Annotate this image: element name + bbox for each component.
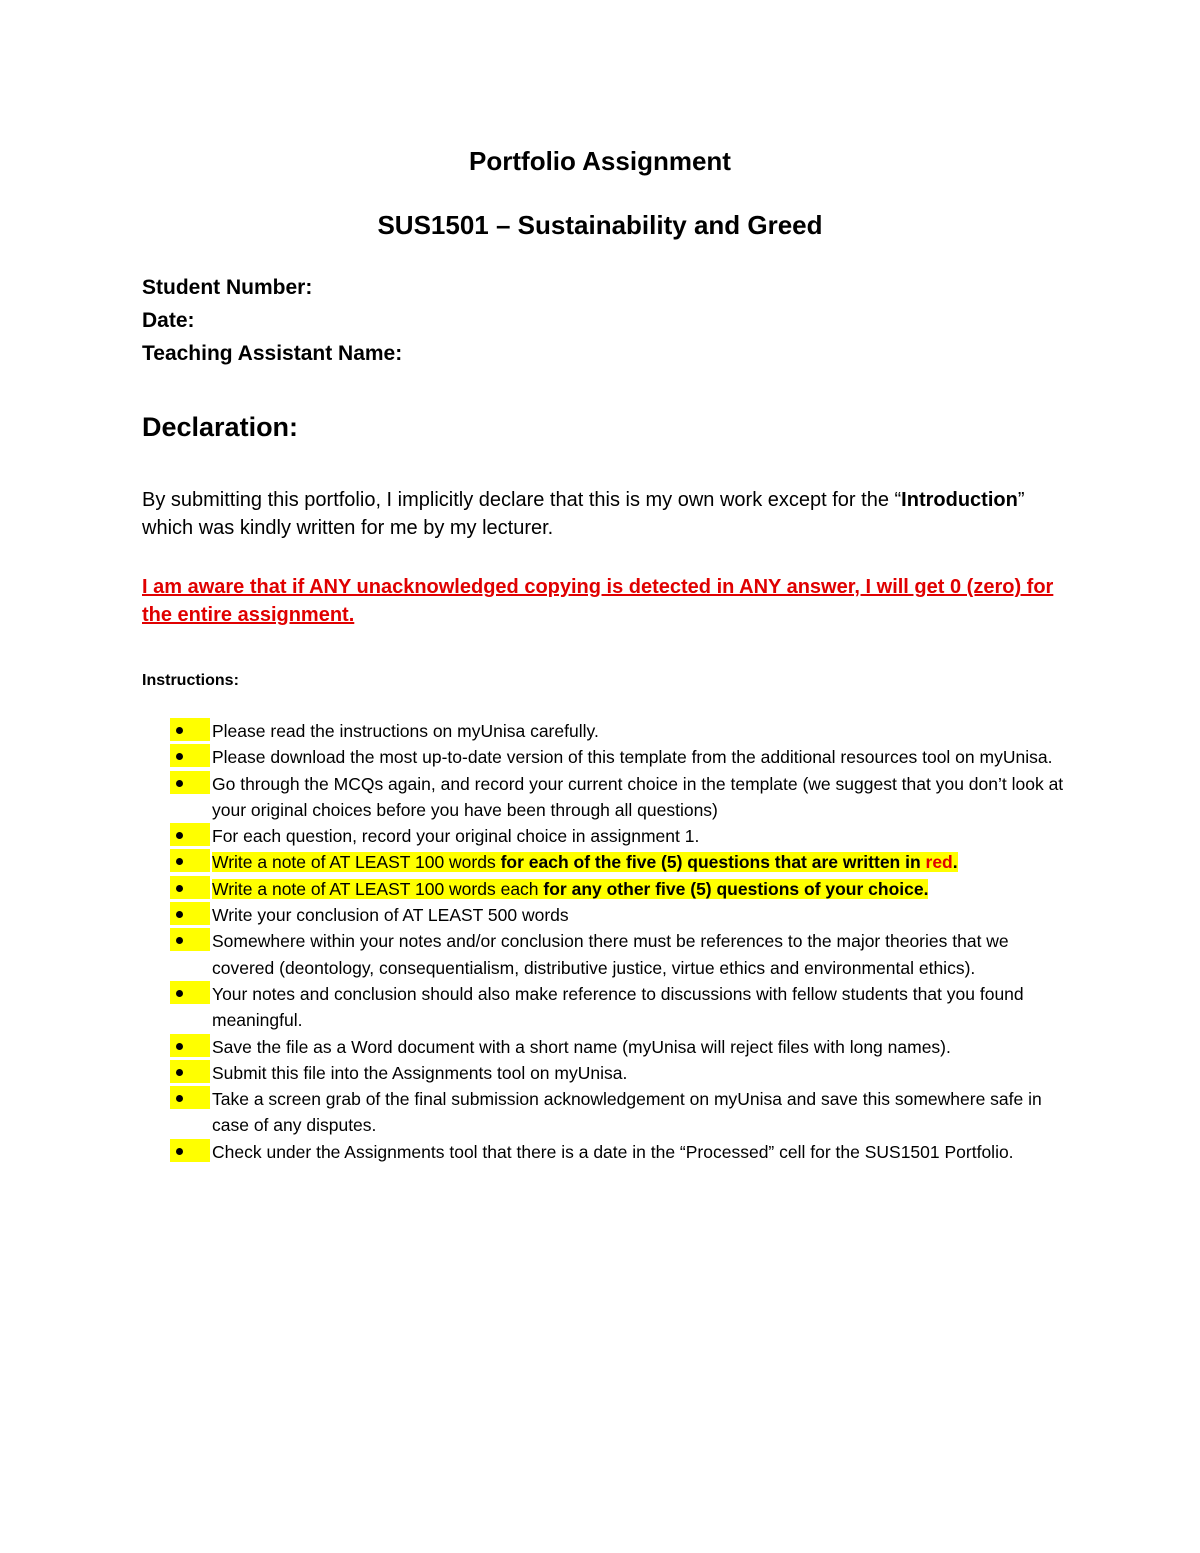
date-label: Date:	[142, 309, 195, 332]
bullet-icon	[170, 1060, 210, 1083]
bullet-icon	[170, 849, 210, 872]
list-item: Please read the instructions on myUnisa carefully.	[170, 718, 1070, 744]
bullet-icon	[170, 744, 210, 767]
bullet-icon	[170, 1086, 210, 1109]
list-item: Save the file as a Word document with a short name (myUnisa will reject files with long names).	[170, 1034, 1070, 1060]
bullet-icon	[170, 1139, 210, 1162]
bullet-icon	[170, 981, 210, 1004]
list-item: Submit this file into the Assignments tool on myUnisa.	[170, 1060, 1070, 1086]
copying-warning: I am aware that if ANY unacknowledged copying is detected in ANY answer, I will get 0 (zero) for the entire assignment.	[142, 576, 1054, 626]
bullet-icon	[170, 876, 210, 899]
list-item: For each question, record your original choice in assignment 1.	[170, 823, 1070, 849]
list-item: Somewhere within your notes and/or conclusion there must be references to the major theories that we covered (deontology, consequentialism, distributive justice, virtue ethics and environmental ethics).	[170, 928, 1070, 981]
instructions-label: Instructions:	[142, 672, 239, 689]
bullet-icon	[170, 718, 210, 741]
declaration-text-part1: By submitting this portfolio, I implicitly declare that this is my own work except for the “	[142, 489, 902, 511]
page-subtitle: SUS1501 – Sustainability and Greed	[377, 210, 823, 240]
bullet-icon	[170, 823, 210, 846]
declaration-text-part2: ” which was kindly written for me by my lecturer.	[142, 489, 1025, 539]
declaration-heading: Declaration:	[142, 412, 299, 442]
student-number-label: Student Number:	[142, 276, 313, 299]
bullet-icon	[170, 902, 210, 925]
list-item: Write your conclusion of AT LEAST 500 words	[170, 902, 1070, 928]
list-item-highlighted	[170, 849, 1070, 875]
bullet-icon	[170, 1034, 210, 1057]
bullet-icon	[170, 928, 210, 951]
page-title: Portfolio Assignment	[469, 146, 731, 176]
instructions-list	[170, 718, 1070, 1165]
list-item-highlighted	[170, 876, 1070, 902]
highlight-text: Write a note of AT LEAST 100 words each for any other five (5) questions of your choice.	[212, 878, 929, 899]
list-item: Take a screen grab of the final submission acknowledgement on myUnisa and save this somewhere safe in case of any disputes.	[170, 1086, 1070, 1139]
list-item: Check under the Assignments tool that there is a date in the “Processed” cell for the SUS1501 Portfolio.	[170, 1139, 1070, 1165]
declaration-text	[142, 486, 1062, 542]
highlight-text: Write a note of AT LEAST 100 words for each of the five (5) questions that are written in red.	[212, 852, 958, 873]
list-item: Go through the MCQs again, and record your current choice in the template (we suggest that you don’t look at your original choices before you have been through all questions)	[170, 771, 1070, 824]
bullet-icon	[170, 771, 210, 794]
teaching-assistant-label: Teaching Assistant Name:	[142, 342, 403, 365]
list-item: Your notes and conclusion should also make reference to discussions with fellow students that you found meaningful.	[170, 981, 1070, 1034]
list-item: Please download the most up-to-date version of this template from the additional resources tool on myUnisa.	[170, 744, 1070, 770]
declaration-text-bold: Introduction	[901, 489, 1018, 511]
